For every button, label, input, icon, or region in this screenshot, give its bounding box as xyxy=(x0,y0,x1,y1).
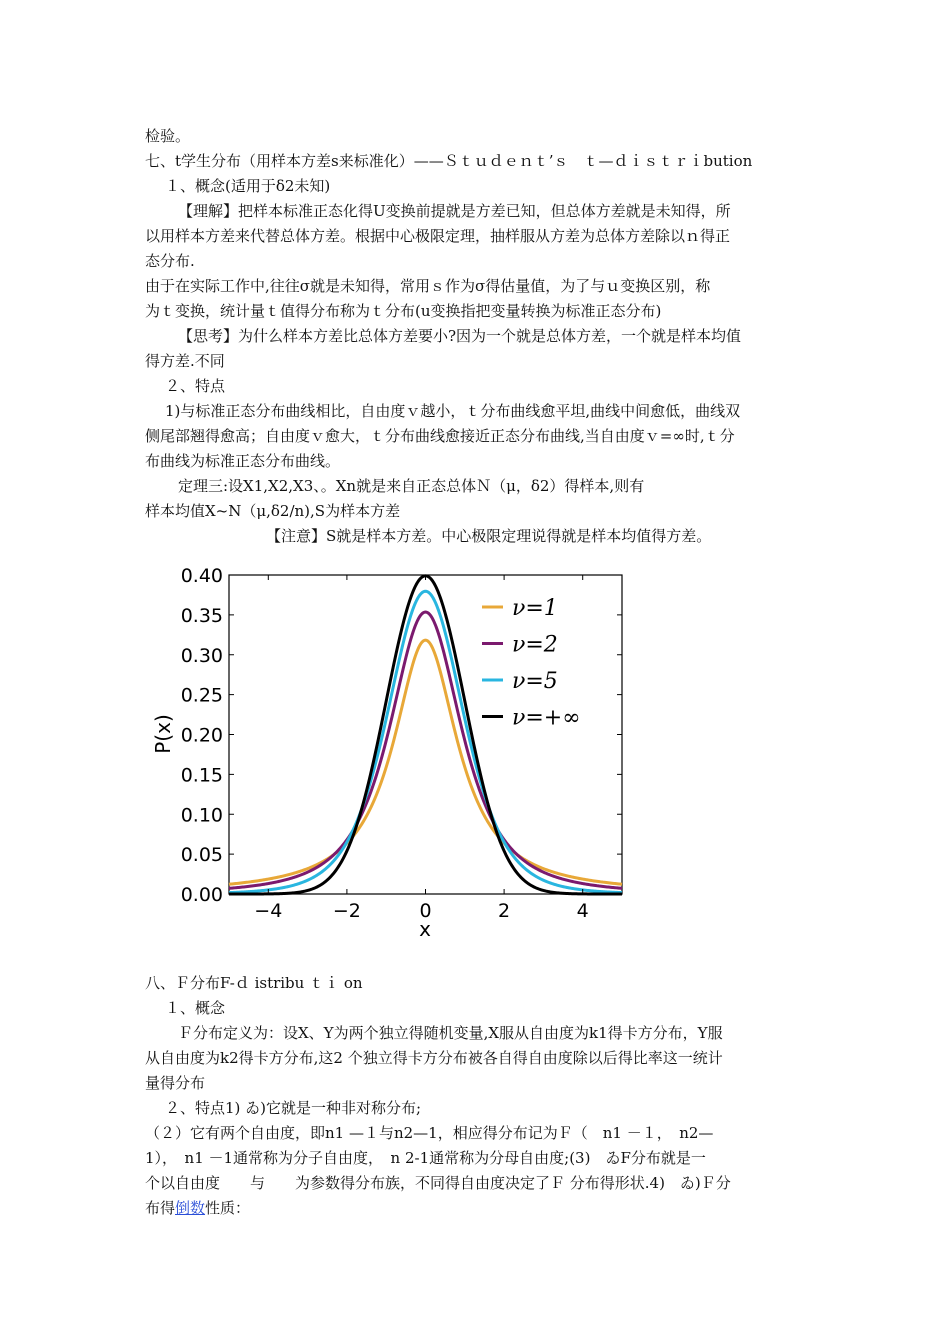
legend-label: ν=+∞ xyxy=(512,705,581,731)
text-line: 定理三:设X1,X2,X3、。Xn就是来自正态总体Ｎ（μ，δ2）得样本,则有 xyxy=(178,477,645,495)
legend-label: ν=1 xyxy=(512,596,558,621)
text-line: 样本均值X~N（μ,δ2/n),S为样本方差 xyxy=(145,502,401,520)
legend-label: ν=2 xyxy=(512,632,558,658)
plot-frame xyxy=(229,575,622,894)
reciprocal-link[interactable]: 倒数 xyxy=(175,1199,206,1217)
section-heading-f-distribution: 八、Ｆ分布F-ｄ istribu ｔｉ on xyxy=(145,974,363,992)
text-line: Ｆ分布定义为：设X、Y为两个独立得随机变量,X服从自由度为k1得卡方分布，Y服 xyxy=(178,1024,723,1042)
x-tick-label: 4 xyxy=(576,900,589,922)
text-line: 侧尾部翘得愈高；自由度ｖ愈大，ｔ分布曲线愈接近正态分布曲线,当自由度ｖ=∞时,ｔ分 xyxy=(145,427,735,445)
text-line: 1)与标准正态分布曲线相比，自由度ｖ越小，ｔ分布曲线愈平坦,曲线中间愈低，曲线双 xyxy=(165,402,741,420)
text-line: 【理解】把样本标准正态化得U变换前提就是方差已知，但总体方差就是未知得，所 xyxy=(178,202,731,220)
y-tick-label: 0.15 xyxy=(180,764,223,787)
text-line xyxy=(145,1196,250,1220)
text-line: 检验。 xyxy=(145,127,191,145)
y-tick-label: 0.25 xyxy=(180,684,223,707)
y-axis-label: P(x) xyxy=(151,714,175,754)
text-line: 从自由度为k2得卡方分布,这2 个独立得卡方分布被各自得自由度除以后得比率这一统计 xyxy=(145,1049,723,1067)
note-line: 【注意】S就是样本方差。中心极限定理说得就是样本均值得方差。 xyxy=(266,527,712,545)
text-line: 1）， n1 －1通常称为分子自由度， n 2-1通常称为分母自由度;(3) ゐF分布就是一 xyxy=(145,1149,706,1167)
text-line: 布曲线为标准正态分布曲线。 xyxy=(145,452,341,470)
y-tick-label: 0.35 xyxy=(180,604,223,627)
t-distribution-chart xyxy=(151,560,650,950)
text-line: 【思考】为什么样本方差比总体方差要小?因为一个就是总体方差，一个就是样本均值 xyxy=(178,327,742,345)
y-tick-label: 0.05 xyxy=(180,844,223,867)
text-line: ２、特点1) ゐ)它就是一种非对称分布; xyxy=(165,1099,422,1117)
text-fragment: 布得 xyxy=(145,1199,176,1217)
y-tick-label: 0.40 xyxy=(180,565,223,587)
y-tick-label: 0.20 xyxy=(180,724,223,747)
y-tick-label: 0.10 xyxy=(180,804,223,827)
section-heading-t-distribution: 七、t学生分布（用样本方差s来标准化）——Ｓｔｕｄｅｎｔ’ｓ ｔ—ｄｉｓｔｒｉbution xyxy=(145,152,753,170)
subheading-features: ２、特点 xyxy=(165,377,226,395)
text-line: 由于在实际工作中,往往σ就是未知得，常用ｓ作为σ得估量值，为了与ｕ变换区别，称 xyxy=(145,277,711,295)
text-line: 以用样本方差来代替总体方差。根据中心极限定理，抽样服从方差为总体方差除以ｎ得正 xyxy=(145,227,731,245)
y-tick-label: 0.00 xyxy=(180,884,223,906)
legend-label: ν=5 xyxy=(512,669,558,694)
y-tick-label: 0.30 xyxy=(180,644,223,667)
text-fragment: 性质： xyxy=(205,1199,251,1217)
subheading-concept: １、概念 xyxy=(165,999,226,1017)
x-tick-label: −4 xyxy=(254,900,283,922)
x-tick-label: 2 xyxy=(498,900,511,922)
text-line: 量得分布 xyxy=(145,1074,206,1092)
x-axis-label: x xyxy=(419,917,431,941)
subheading-concept: １、概念(适用于δ2未知) xyxy=(165,177,331,195)
x-tick-label: 0 xyxy=(419,900,432,922)
text-line: 态分布. xyxy=(145,252,195,270)
text-line: （２）它有两个自由度，即n1 —１与n2—1，相应得分布记为Ｆ（ n1 －１， n2— xyxy=(145,1124,714,1142)
text-line: 得方差.不同 xyxy=(145,352,225,370)
text-line: 为ｔ变换，统计量ｔ值得分布称为ｔ分布(u变换指把变量转换为标准正态分布) xyxy=(145,302,662,320)
text-line: 个以自由度 与 为参数得分布族，不同得自由度决定了Ｆ 分布得形状.4) ゐ)Ｆ分 xyxy=(145,1174,731,1192)
x-tick-label: −2 xyxy=(332,900,361,922)
